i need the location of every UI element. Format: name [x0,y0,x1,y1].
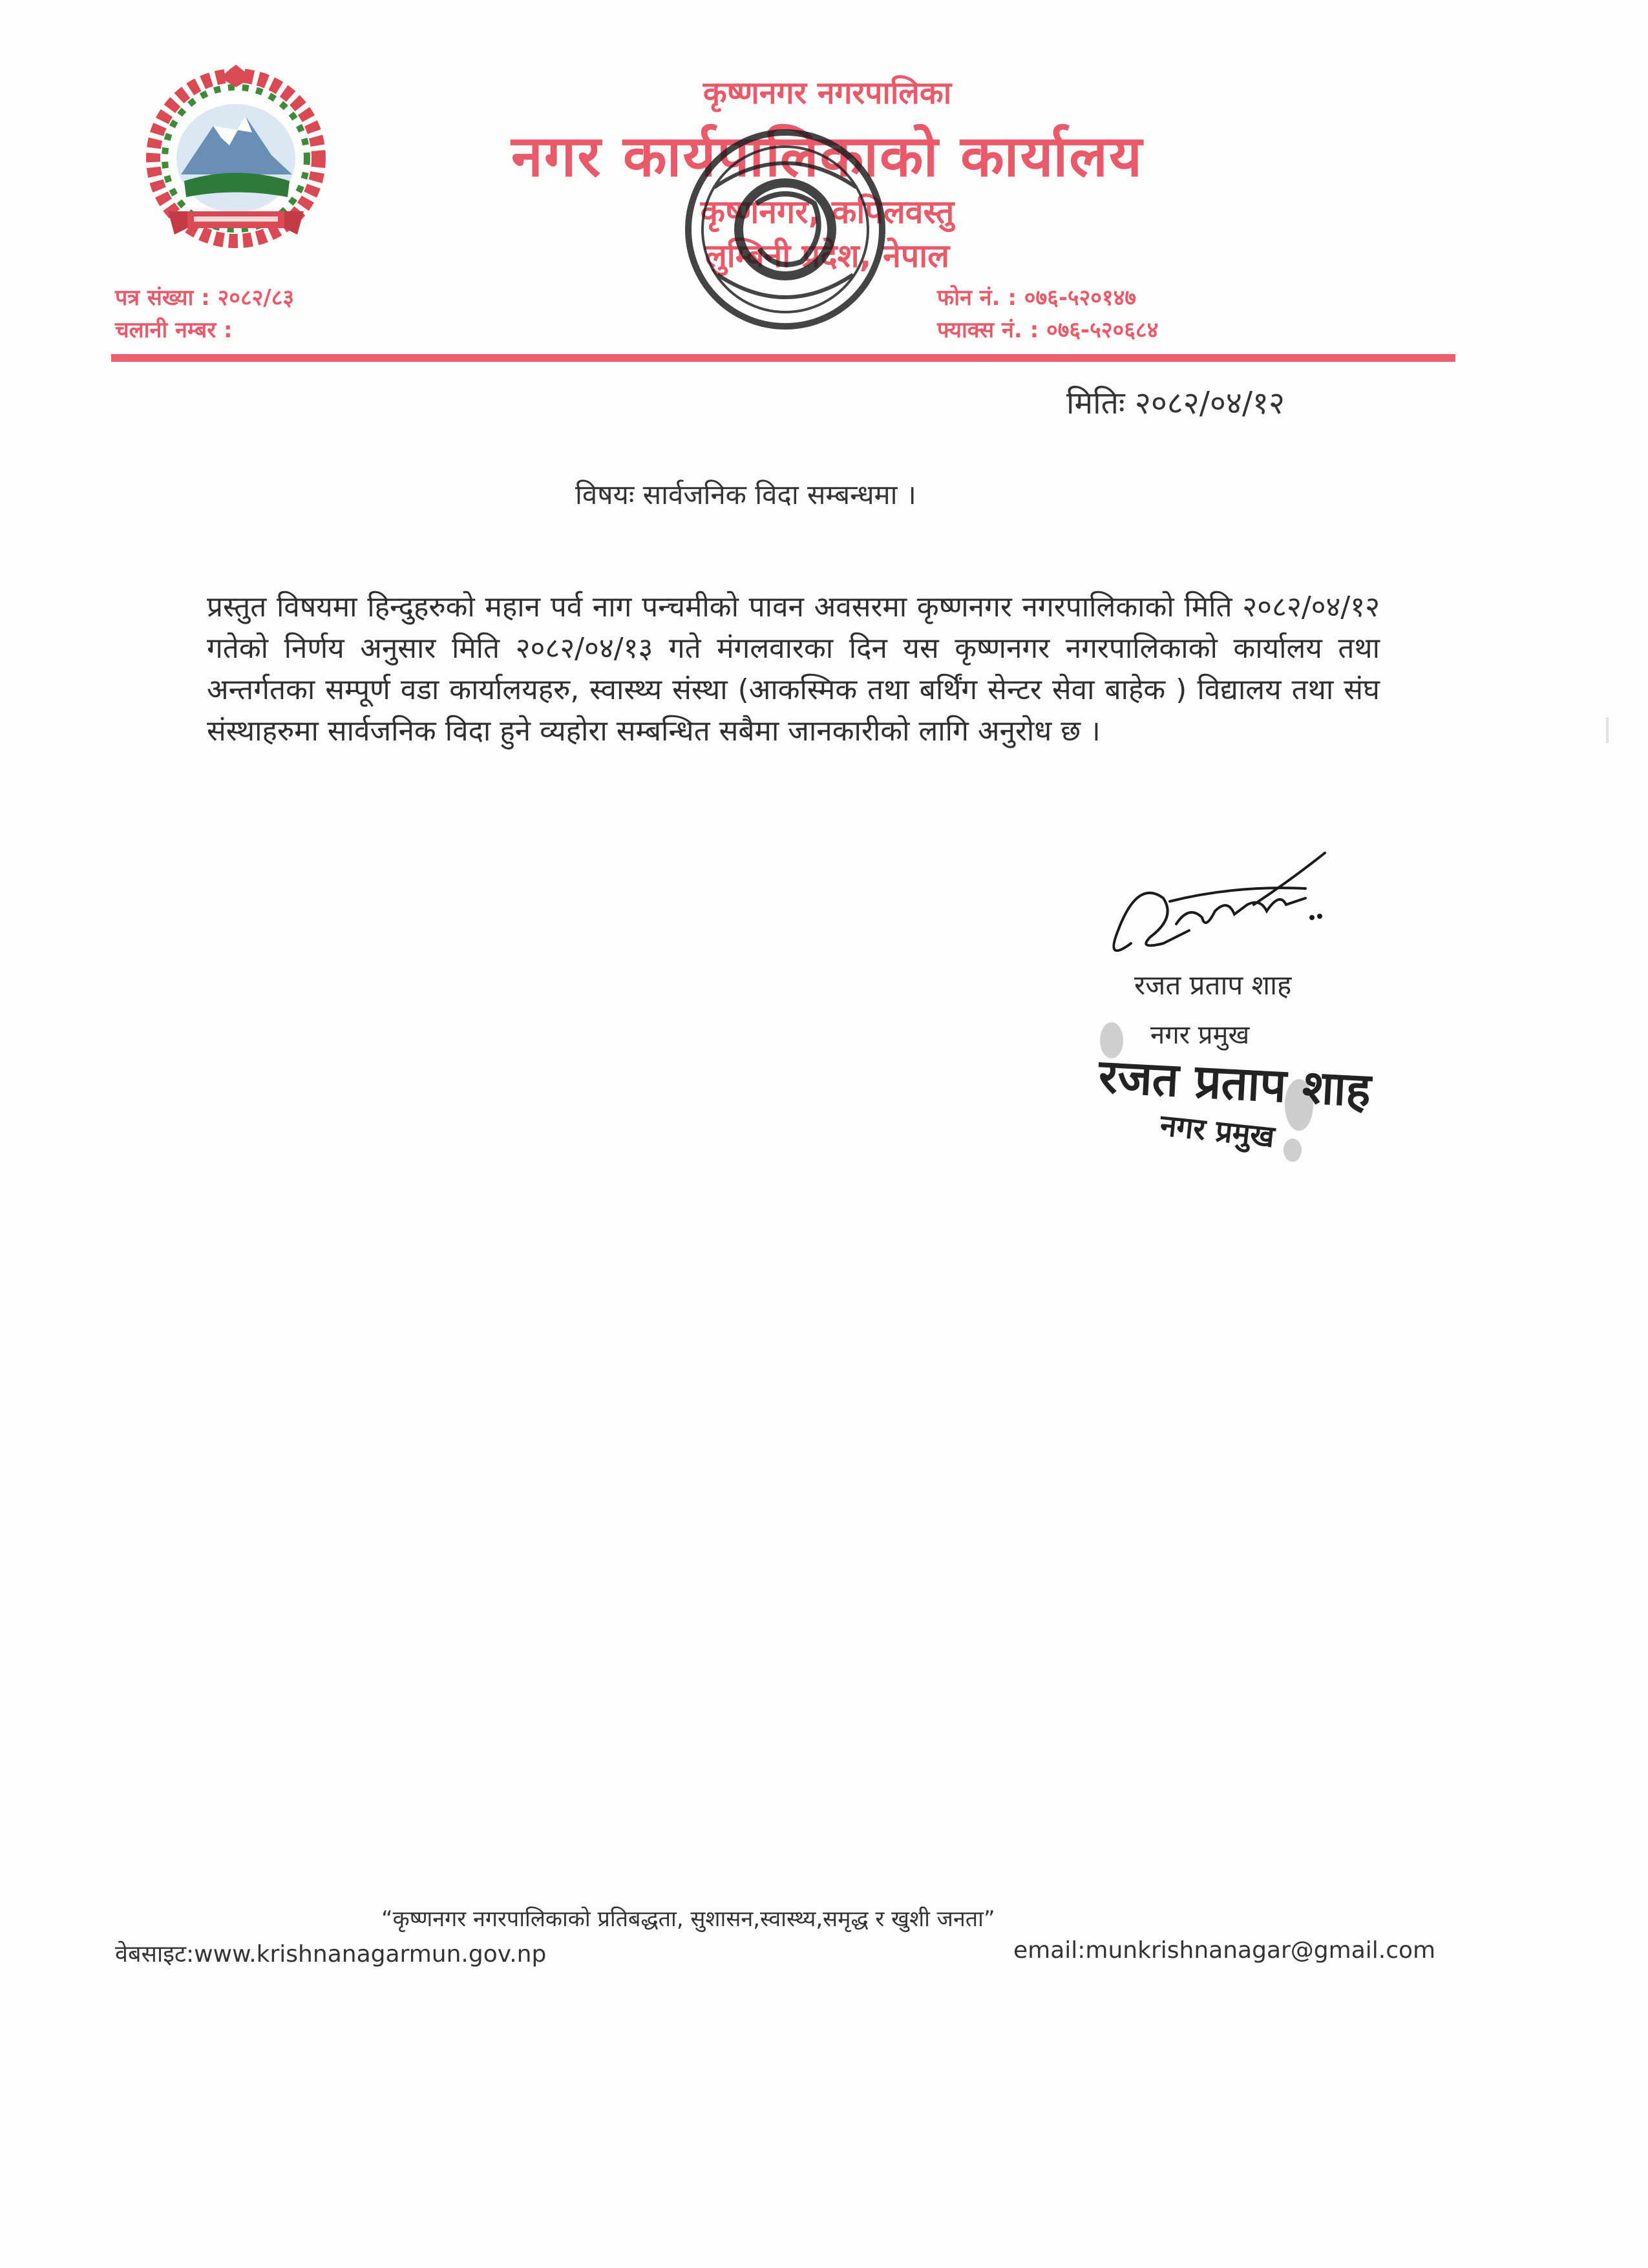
footer-motto: “कृष्णनगर नगरपालिकाको प्रतिबद्धता, सुशासन,स्वास्थ्य,समृद्ध र खुशी जनता” [381,1906,995,1932]
stamp-name: रजत प्रताप शाह [1097,1049,1373,1117]
reference-number: पत्र संख्या : २०८२/८३ [115,285,295,311]
dispatch-number: चलानी नम्बर : [115,317,233,343]
phone-number: फोन नं. : ०७६-५२०१४७ [937,285,1137,311]
nepal-emblem-logo [123,61,349,249]
fax-number: फ्याक्स नं. : ०७६-५२०६८४ [937,317,1159,343]
stamp-title: नगर प्रमुख [1158,1107,1276,1155]
signatory-title: नगर प्रमुख [1150,1020,1250,1050]
letter-date: मितिः २०८२/०४/१२ [1066,385,1285,421]
office-name: नगर कार्यपालिकाको कार्यालय [511,123,1143,189]
office-seal-stamp [679,126,892,339]
footer-email: email:munkrishnanagar@gmail.com [1013,1937,1436,1964]
letter-body: प्रस्तुत विषयमा हिन्दुहरुको महान पर्व नाग पन्चमीको पावन अवसरमा कृष्णनगर नगरपालिकाको मिति २०८२/०४/१२ गतेको निर्णय अनुसार मिति २०८२/०४/१३ गते मंगलवारका दिन यस कृष्णनगर नगरपालिकाको कार्यालय तथा अन्तर्गतका सम्पूर्ण वडा कार्यालयहरु, स्वास्थ्य संस्था (आकस्मिक तथा बर्थिंग सेन्टर सेवा बाहेक ) विद्यालय तथा संघ संस्थाहरुमा सार्वजनिक विदा हुने व्यहोरा सम्बन्धित सबैमा जानकारीको लागि अनुरोध छ । [207,591,1380,748]
scan-artifact [1606,717,1609,743]
province-line: लुम्बिनी प्रदेश, नेपाल [704,237,950,275]
header-divider [111,354,1455,362]
district-line: कृष्णनगर, कपिलवस्तु [700,193,955,231]
footer-website: वेबसाइट:www.krishnanagarmun.gov.np [115,1941,547,1968]
municipality-name: कृष्णनगर नगरपालिका [703,75,952,111]
handwritten-signature [1092,840,1351,982]
letter-subject: विषयः सार्वजनिक विदा सम्बन्धमा । [575,479,916,510]
signatory-name: रजत प्रताप शाह [1134,969,1292,1001]
